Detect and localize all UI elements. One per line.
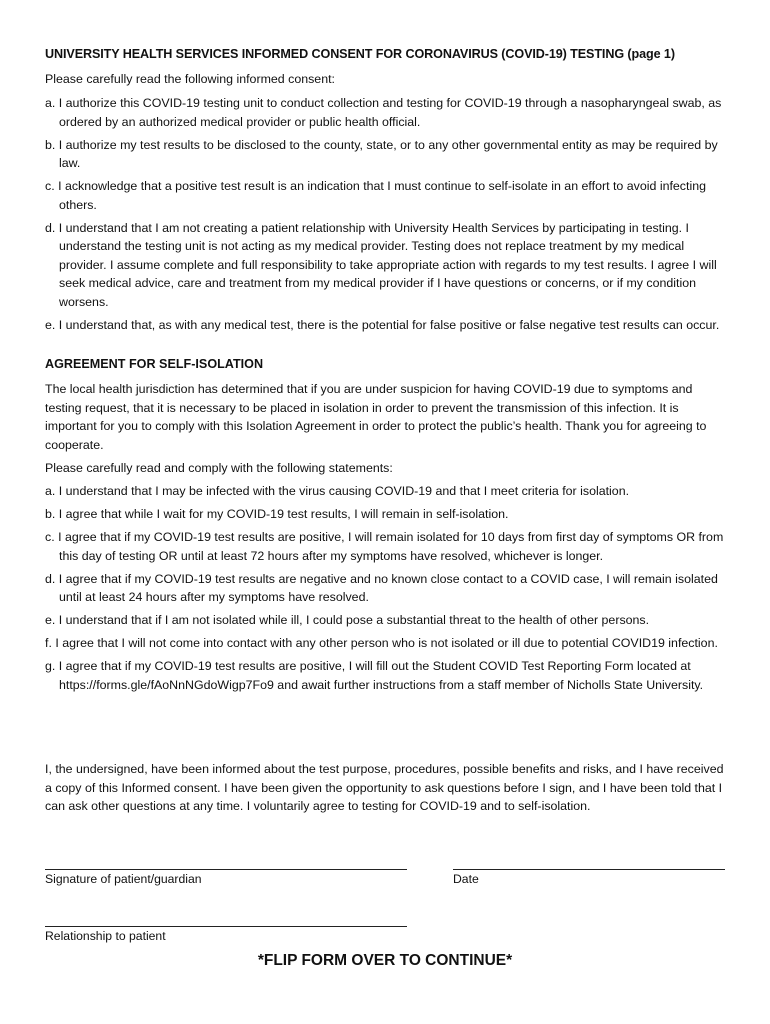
consent-item-a: a. I authorize this COVID-19 testing unit to conduct collection and testing for COVID-19 through a nasopharyngeal swab, as ordered by an authorized medical provider or public health official. bbox=[45, 96, 722, 129]
signature-label: Signature of patient/guardian bbox=[45, 872, 202, 886]
flip-form-notice: *FLIP FORM OVER TO CONTINUE* bbox=[257, 952, 513, 969]
isolation-item-f: f. I agree that I will not come into contact with any other person who is not isolated or ill due to potential COVID19 infection. bbox=[45, 636, 718, 650]
relationship-label: Relationship to patient bbox=[45, 929, 166, 943]
agreement-paragraph: The local health jurisdiction has determined that if you are under suspicion for having COVID-19 due to symptoms and testing request, that it is necessary to be placed in isolation in order to prevent the transmission of this infection. It is important for you to comply with this Isolation Agreement in order to protect the public’s health. Thank you for agreeing to cooperate. bbox=[45, 382, 707, 452]
isolation-list bbox=[45, 482, 735, 699]
consent-intro: Please carefully read the following informed consent: bbox=[45, 72, 335, 86]
date-line[interactable] bbox=[453, 869, 725, 870]
agreement-intro: Please carefully read and comply with the following statements: bbox=[45, 461, 393, 475]
consent-item-c: c. I acknowledge that a positive test result is an indication that I must continue to self-isolate in an effort to avoid infecting others. bbox=[45, 179, 706, 212]
isolation-item-g: g. I agree that if my COVID-19 test results are positive, I will fill out the Student COVID Test Reporting Form located at https://forms.gle/fAoNnNGdoWigp7Fo9 and await further instructions from a staff member of Nicholls State University. bbox=[45, 659, 704, 692]
date-label: Date bbox=[453, 872, 479, 886]
consent-item-b: b. I authorize my test results to be disclosed to the county, state, or to any other governmental entity as may be required by law. bbox=[45, 137, 718, 170]
consent-list bbox=[45, 94, 735, 339]
signature-line[interactable] bbox=[45, 869, 407, 870]
isolation-item-d: d. I agree that if my COVID-19 test results are negative and no known close contact to a COVID case, I will remain isolated until at least 24 hours after my symptoms have resolved. bbox=[45, 571, 718, 604]
isolation-item-b: b. I agree that while I wait for my COVID-19 test results, I will remain in self-isolation. bbox=[45, 507, 509, 521]
relationship-line[interactable] bbox=[45, 926, 407, 927]
consent-item-d: d. I understand that I am not creating a patient relationship with University Health Services by participating in testing. I understand the testing unit is not acting as my medical provider. Testing does not replace treatment by my medical provider. I assume complete and full responsibility to take appropriate action with regards to my test results. I agree I will seek medical advice, care and treatment from my medical provider if I have questions or concerns, or if my condition worsens. bbox=[45, 220, 717, 309]
isolation-item-c: c. I agree that if my COVID-19 test results are positive, I will remain isolated for 10 days from first day of symptoms OR from this day of testing OR until at least 72 hours after my symptoms have resolved, whichever is longer. bbox=[45, 530, 724, 563]
isolation-item-a: a. I understand that I may be infected with the virus causing COVID-19 and that I meet criteria for isolation. bbox=[45, 484, 630, 498]
isolation-item-e: e. I understand that if I am not isolated while ill, I could pose a substantial threat to the health of other persons. bbox=[45, 613, 650, 627]
agreement-heading: AGREEMENT FOR SELF-ISOLATION bbox=[45, 357, 264, 371]
consent-item-e: e. I understand that, as with any medical test, there is the potential for false positive or false negative test results can occur. bbox=[45, 317, 720, 332]
form-title: UNIVERSITY HEALTH SERVICES INFORMED CONSENT FOR CORONAVIRUS (COVID-19) TESTING (page 1) bbox=[45, 47, 675, 61]
declaration-paragraph: I, the undersigned, have been informed about the test purpose, procedures, possible benefits and risks, and I have received a copy of this Informed consent. I have been given the opportunity to ask questions before I sign, and I have been told that I can ask other questions at any time. I voluntarily agree to testing for COVID-19 and to self-isolation. bbox=[45, 762, 724, 813]
